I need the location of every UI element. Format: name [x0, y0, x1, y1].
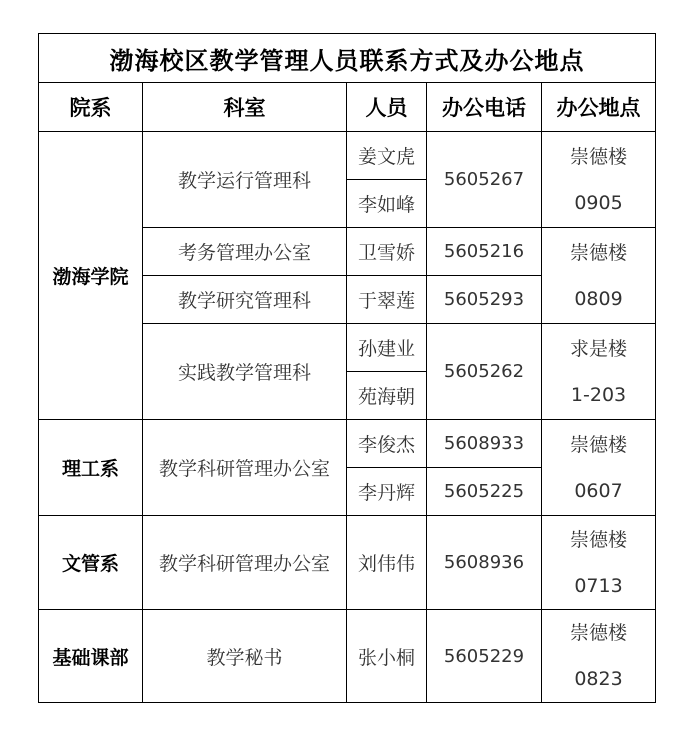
location-building: 求是楼 [570, 337, 628, 360]
location-building: 崇德楼 [570, 241, 628, 264]
office-cell-exam: 考务管理办公室 [143, 228, 347, 276]
location-building: 崇德楼 [570, 622, 628, 644]
header-row [39, 83, 656, 132]
header-office: 科室 [143, 83, 347, 132]
person-cell: 苑海朝 [347, 372, 427, 420]
table-row [39, 132, 656, 180]
header-dept: 院系 [39, 83, 143, 132]
location-cell [542, 132, 656, 228]
dept-cell-jichu: 基础课部 [39, 610, 143, 703]
location-room: 0823 [574, 668, 623, 690]
phone-cell: 5608936 [427, 516, 542, 610]
person-cell: 卫雪娇 [347, 228, 427, 276]
location-room: 1-203 [570, 383, 627, 406]
dept-cell-ligong: 理工系 [39, 420, 143, 516]
contact-table [38, 33, 656, 703]
location-building: 崇德楼 [570, 433, 628, 456]
phone-cell: 5605225 [427, 468, 542, 516]
location-cell [542, 516, 656, 610]
location-cell [542, 228, 656, 324]
person-cell: 于翠莲 [347, 276, 427, 324]
phone-cell: 5605229 [427, 610, 542, 703]
location-cell [542, 324, 656, 420]
location-cell [542, 420, 656, 516]
title-row [39, 34, 656, 83]
office-cell-teaching-ops: 教学运行管理科 [143, 132, 347, 228]
person-cell: 刘伟伟 [347, 516, 427, 610]
person-cell: 姜文虎 [347, 132, 427, 180]
table-title: 渤海校区教学管理人员联系方式及办公地点 [39, 34, 656, 83]
location-cell [542, 610, 656, 703]
person-cell: 张小桐 [347, 610, 427, 703]
table-row [39, 516, 656, 610]
location-building: 崇德楼 [570, 145, 628, 168]
dept-cell-wenguan: 文管系 [39, 516, 143, 610]
header-phone: 办公电话 [427, 83, 542, 132]
office-cell-practice: 实践教学管理科 [143, 324, 347, 420]
person-cell: 李俊杰 [347, 420, 427, 468]
location-room: 0607 [574, 479, 623, 502]
person-cell: 李如峰 [347, 180, 427, 228]
table-row [39, 420, 656, 468]
office-cell-wenguan: 教学科研管理办公室 [143, 516, 347, 610]
location-room: 0809 [574, 287, 623, 310]
header-person: 人员 [347, 83, 427, 132]
office-cell-research: 教学研究管理科 [143, 276, 347, 324]
dept-cell-bohai: 渤海学院 [39, 132, 143, 420]
location-room: 0713 [574, 574, 623, 597]
office-cell-jichu: 教学秘书 [143, 610, 347, 703]
person-cell: 孙建业 [347, 324, 427, 372]
phone-cell: 5605267 [427, 132, 542, 228]
phone-cell: 5605262 [427, 324, 542, 420]
phone-cell: 5605216 [427, 228, 542, 276]
person-cell: 李丹辉 [347, 468, 427, 516]
table-row [39, 610, 656, 703]
header-location: 办公地点 [542, 83, 656, 132]
phone-cell: 5605293 [427, 276, 542, 324]
office-cell-ligong: 教学科研管理办公室 [143, 420, 347, 516]
location-room: 0905 [574, 191, 623, 214]
location-building: 崇德楼 [570, 528, 628, 551]
phone-cell: 5608933 [427, 420, 542, 468]
